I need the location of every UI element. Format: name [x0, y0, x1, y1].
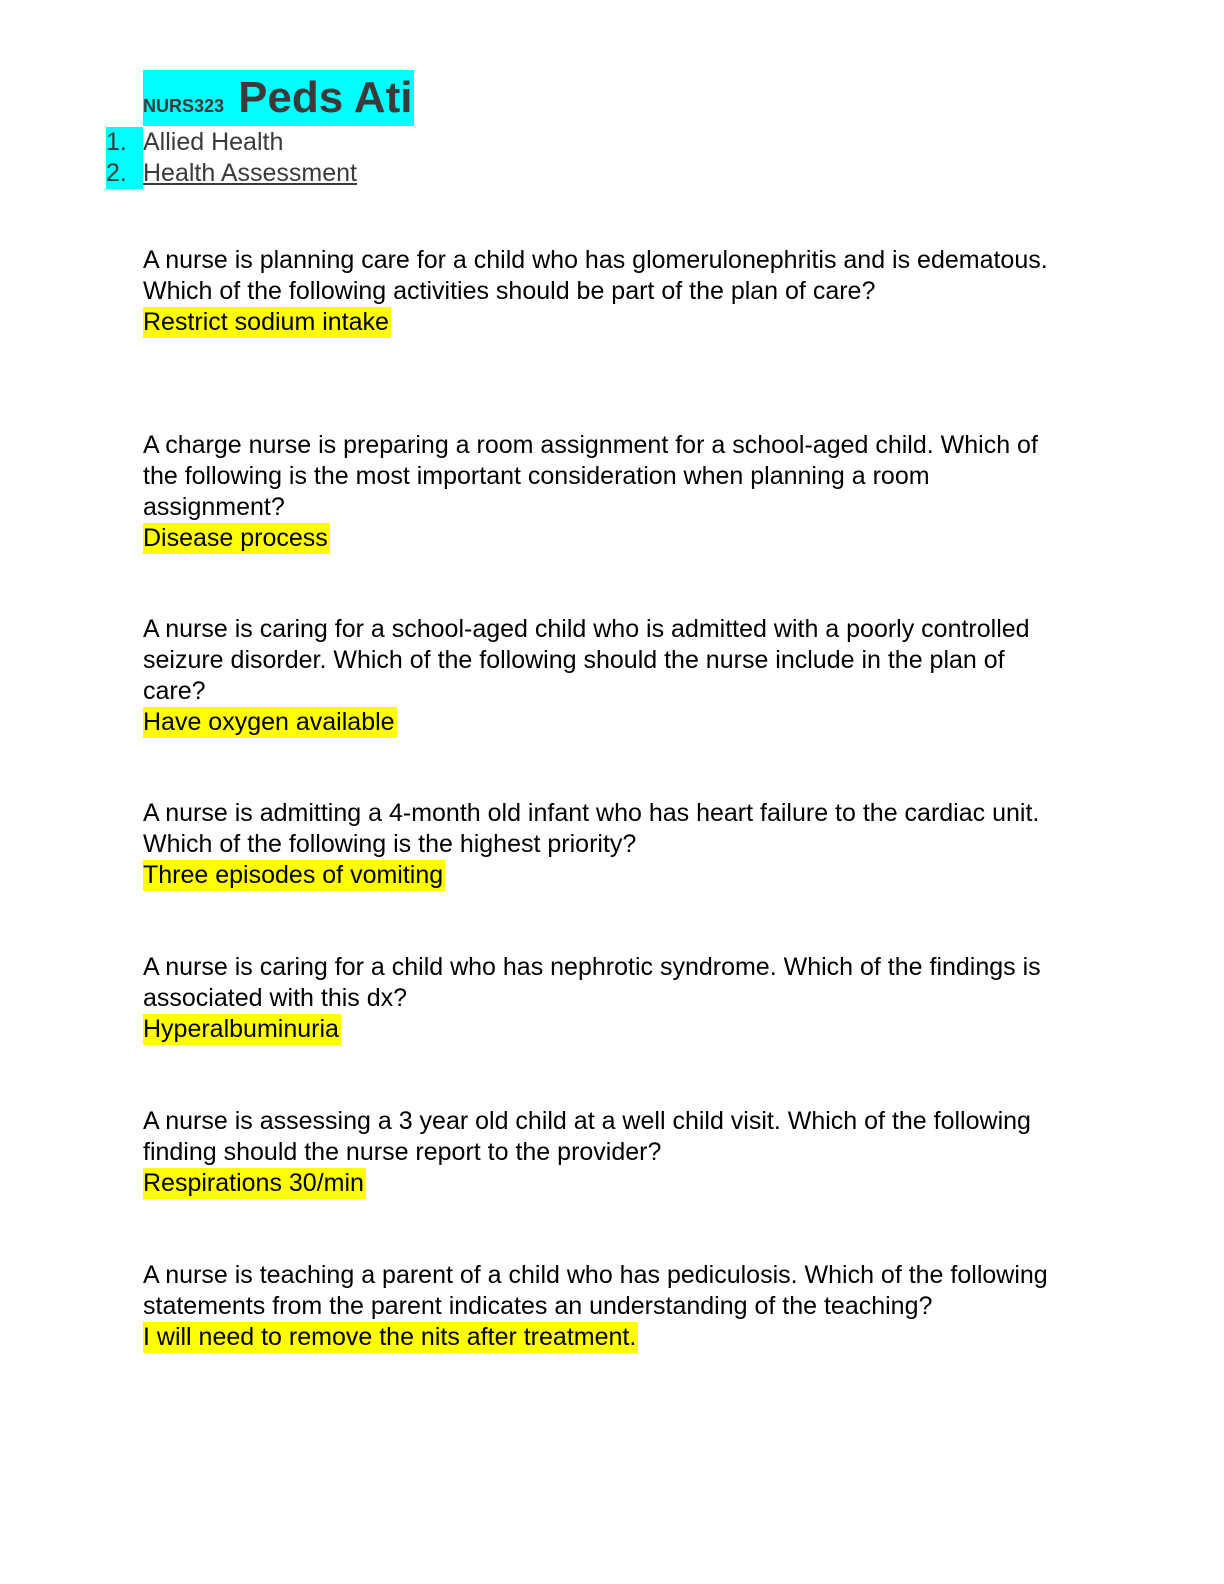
breadcrumb-number: 1.	[106, 127, 143, 158]
answer-highlight: Restrict sodium intake	[143, 308, 389, 336]
question-block	[143, 614, 1073, 738]
breadcrumb	[106, 127, 357, 189]
question-text: A charge nurse is preparing a room assignment for a school-aged child. Which of the following is the most important consideration when planning a room assignment?	[143, 431, 1038, 521]
breadcrumb-number: 2.	[106, 158, 143, 189]
course-code: NURS323	[143, 96, 225, 116]
question-block	[143, 952, 1073, 1045]
page-title: Peds Ati	[238, 73, 413, 122]
answer-highlight: I will need to remove the nits after treatment.	[143, 1323, 637, 1351]
answer-highlight: Have oxygen available	[143, 708, 395, 736]
answer-highlight: Hyperalbuminuria	[143, 1015, 339, 1043]
question-block	[143, 245, 1073, 338]
answer-highlight: Disease process	[143, 524, 328, 552]
question-text: A nurse is caring for a school-aged child who is admitted with a poorly controlled seizure disorder. Which of the following should the nurse include in the plan of care?	[143, 615, 1030, 705]
breadcrumb-item-health-assessment[interactable]	[106, 158, 357, 189]
answer-highlight: Respirations 30/min	[143, 1169, 364, 1197]
question-text: A nurse is planning care for a child who has glomerulonephritis and is edematous. Which of the following activities should be part of the plan of care?	[143, 246, 1048, 305]
document-title	[143, 70, 414, 126]
question-block	[143, 1106, 1073, 1199]
breadcrumb-item-allied-health	[106, 127, 357, 158]
question-block	[143, 798, 1073, 891]
question-block	[143, 430, 1073, 554]
question-text: A nurse is assessing a 3 year old child at a well child visit. Which of the following finding should the nurse report to the provider?	[143, 1107, 1031, 1166]
question-text: A nurse is admitting a 4-month old infant who has heart failure to the cardiac unit. Which of the following is the highest priority?	[143, 799, 1040, 858]
breadcrumb-link[interactable]: Health Assessment	[143, 159, 357, 187]
question-block	[143, 1260, 1073, 1353]
answer-highlight: Three episodes of vomiting	[143, 861, 444, 889]
question-text: A nurse is teaching a parent of a child who has pediculosis. Which of the following statements from the parent indicates an understanding of the teaching?	[143, 1261, 1048, 1320]
breadcrumb-label: Allied Health	[143, 128, 284, 156]
question-text: A nurse is caring for a child who has nephrotic syndrome. Which of the findings is associated with this dx?	[143, 953, 1041, 1012]
